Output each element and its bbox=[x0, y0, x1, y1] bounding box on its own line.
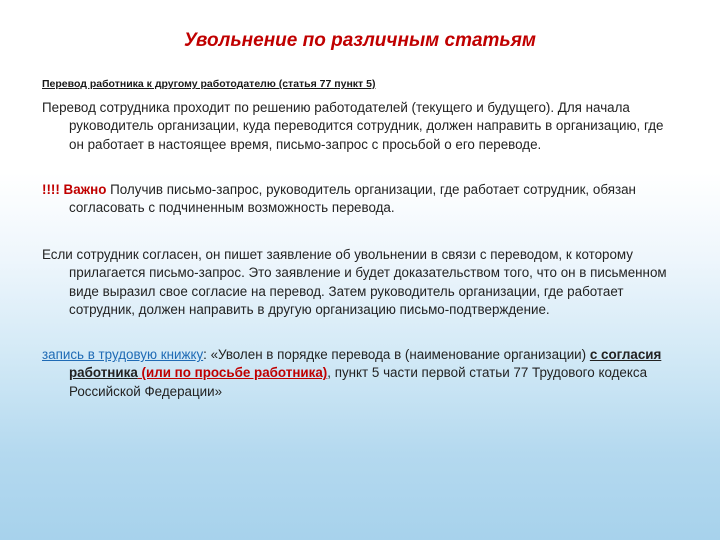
paragraph-transfer-procedure: Перевод сотрудника проходит по решению работодателей (текущего и будущего). Для начала руководитель организации, куда переводится сотрудник, должен направить в организацию, где он работает в настоящее время, письмо-запрос с просьбой о его переводе. bbox=[42, 100, 664, 152]
important-label: !!!! Важно bbox=[42, 182, 107, 197]
important-text: Получив письмо-запрос, руководитель организации, где работает сотрудник, обязан согласовать с подчиненным возможность перевода. bbox=[69, 182, 636, 216]
paragraph-important bbox=[42, 181, 682, 218]
workbook-entry-text-b: , пункт 5 части первой статьи 77 Трудового кодекса Российской Федерации» bbox=[69, 365, 648, 399]
workbook-entry-link[interactable]: запись в трудовую книжку bbox=[42, 347, 204, 362]
workbook-entry-request: (или по просьбе работника) bbox=[137, 365, 328, 381]
paragraph-employee-consent: Если сотрудник согласен, он пишет заявление об увольнении в связи с переводом, к которому прилагается письмо-запрос. Это заявление и будет доказательством того, что он в письменном виде выразил свое согласие на перевод. Затем руководитель организации, где работает сотрудник, должен направить в другую организацию письмо-подтверждение. bbox=[42, 247, 667, 318]
slide-subtitle: Перевод работника к другому работодателю (статья 77 пункт 5) bbox=[42, 78, 376, 90]
workbook-entry-consent: с согласия работника bbox=[69, 347, 662, 381]
paragraph-workbook-entry bbox=[42, 346, 682, 401]
workbook-entry-text-a: : «Уволен в порядке перевода в (наименование организации) bbox=[203, 347, 590, 362]
slide-title: Увольнение по различным статьям bbox=[184, 30, 536, 51]
